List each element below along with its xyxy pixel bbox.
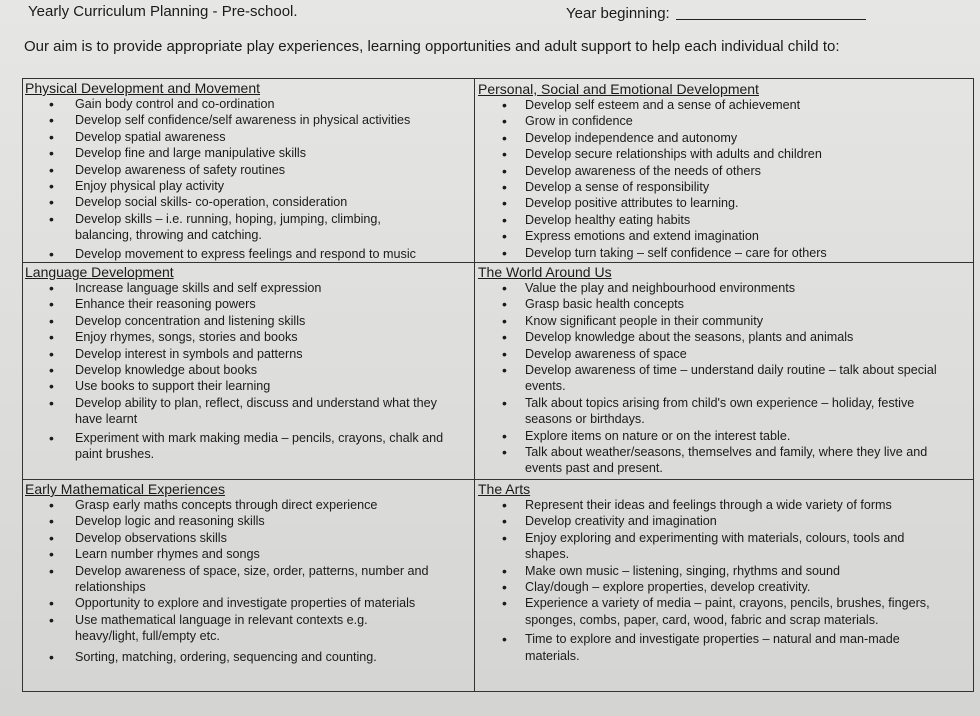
maths-list <box>23 497 473 665</box>
language-list <box>23 280 473 462</box>
list-item: • Experience a variety of media – paint, crayons, pencils, brushes, fingers, sponges, combs, paper, card, wood, fabric and scrap materials. <box>476 595 971 628</box>
list-item: • Enjoy physical play activity <box>23 178 473 194</box>
list-item: • Develop fine and large manipulative skills <box>23 145 473 161</box>
section-title: The Arts <box>478 481 531 497</box>
row-divider-2 <box>23 479 973 480</box>
list-item: • Grow in confidence <box>476 113 971 129</box>
column-divider <box>474 79 475 691</box>
list-item: • Develop awareness of space, size, order, patterns, number and relationships <box>23 563 473 596</box>
list-item: • Develop social skills- co-operation, consideration <box>23 194 473 210</box>
section-title: The World Around Us <box>478 264 612 280</box>
physical-list <box>23 96 473 262</box>
list-item: • Make own music – listening, singing, rhythms and sound <box>476 563 971 579</box>
list-item: • Develop awareness of space <box>476 346 971 362</box>
list-item: • Increase language skills and self expression <box>23 280 473 296</box>
list-item: • Develop logic and reasoning skills <box>23 513 473 529</box>
section-physical-development <box>23 80 473 262</box>
list-item: • Represent their ideas and feelings through a wide variety of forms <box>476 497 971 513</box>
list-item: • Develop awareness of time – understand daily routine – talk about special events. <box>476 362 971 395</box>
list-item: • Sorting, matching, ordering, sequencing and counting. <box>23 649 473 665</box>
section-personal-social-emotional <box>476 81 971 261</box>
list-item: • Develop a sense of responsibility <box>476 179 971 195</box>
list-item: • Develop creativity and imagination <box>476 513 971 529</box>
list-item: • Develop healthy eating habits <box>476 212 971 228</box>
list-item: • Enhance their reasoning powers <box>23 296 473 312</box>
list-item: • Value the play and neighbourhood environments <box>476 280 971 296</box>
list-item: • Gain body control and co-ordination <box>23 96 473 112</box>
year-blank-line <box>676 19 866 20</box>
year-beginning-field <box>566 5 866 22</box>
list-item: • Develop turn taking – self confidence – care for others <box>476 245 971 261</box>
list-item: • Talk about topics arising from child's own experience – holiday, festive seasons or birthdays. <box>476 395 971 428</box>
row-divider-1 <box>23 262 973 263</box>
list-item: • Express emotions and extend imagination <box>476 228 971 244</box>
list-item: • Develop positive attributes to learning. <box>476 195 971 211</box>
list-item: • Talk about weather/seasons, themselves and family, where they live and events past and present. <box>476 444 971 477</box>
list-item: • Time to explore and investigate properties – natural and man-made materials. <box>476 631 971 664</box>
list-item: • Develop ability to plan, reflect, discuss and understand what they have learnt <box>23 395 473 428</box>
year-beginning-label: Year beginning: <box>566 5 670 22</box>
section-early-mathematical <box>23 481 473 665</box>
list-item: • Know significant people in their community <box>476 313 971 329</box>
list-item: • Develop concentration and listening skills <box>23 313 473 329</box>
list-item: • Develop movement to express feelings and respond to music <box>23 246 473 262</box>
list-item: • Explore items on nature or on the interest table. <box>476 428 971 444</box>
list-item: • Grasp early maths concepts through direct experience <box>23 497 473 513</box>
list-item: • Learn number rhymes and songs <box>23 546 473 562</box>
list-item: • Develop skills – i.e. running, hoping, jumping, climbing, balancing, throwing and catching. <box>23 211 473 244</box>
list-item: • Grasp basic health concepts <box>476 296 971 312</box>
list-item: • Use books to support their learning <box>23 378 473 394</box>
list-item: • Develop independence and autonomy <box>476 130 971 146</box>
personal-list <box>476 97 971 261</box>
section-title: Personal, Social and Emotional Development <box>478 81 759 97</box>
section-title: Physical Development and Movement <box>25 80 261 96</box>
list-item: • Develop interest in symbols and patterns <box>23 346 473 362</box>
arts-list <box>476 497 971 664</box>
list-item: • Develop observations skills <box>23 530 473 546</box>
list-item: • Develop awareness of the needs of others <box>476 163 971 179</box>
list-item: • Clay/dough – explore properties, develop creativity. <box>476 579 971 595</box>
list-item: • Develop spatial awareness <box>23 129 473 145</box>
list-item: • Opportunity to explore and investigate properties of materials <box>23 595 473 611</box>
curriculum-grid <box>22 78 974 692</box>
section-title: Early Mathematical Experiences <box>25 481 225 497</box>
list-item: • Develop knowledge about the seasons, plants and animals <box>476 329 971 345</box>
list-item: • Enjoy exploring and experimenting with materials, colours, tools and shapes. <box>476 530 971 563</box>
list-item: • Enjoy rhymes, songs, stories and books <box>23 329 473 345</box>
section-language-development <box>23 264 473 462</box>
list-item: • Develop awareness of safety routines <box>23 162 473 178</box>
section-world-around-us <box>476 264 971 477</box>
list-item: • Develop self confidence/self awareness in physical activities <box>23 112 473 128</box>
aim-statement: Our aim is to provide appropriate play experiences, learning opportunities and adult support to help each individual child to: <box>24 38 840 55</box>
page-title: Yearly Curriculum Planning - Pre-school. <box>28 3 298 20</box>
section-the-arts <box>476 481 971 664</box>
world-list <box>476 280 971 477</box>
list-item: • Experiment with mark making media – pencils, crayons, chalk and paint brushes. <box>23 430 473 463</box>
list-item: • Use mathematical language in relevant contexts e.g. heavy/light, full/empty etc. <box>23 612 473 645</box>
section-title: Language Development <box>25 264 174 280</box>
list-item: • Develop self esteem and a sense of achievement <box>476 97 971 113</box>
list-item: • Develop secure relationships with adults and children <box>476 146 971 162</box>
list-item: • Develop knowledge about books <box>23 362 473 378</box>
